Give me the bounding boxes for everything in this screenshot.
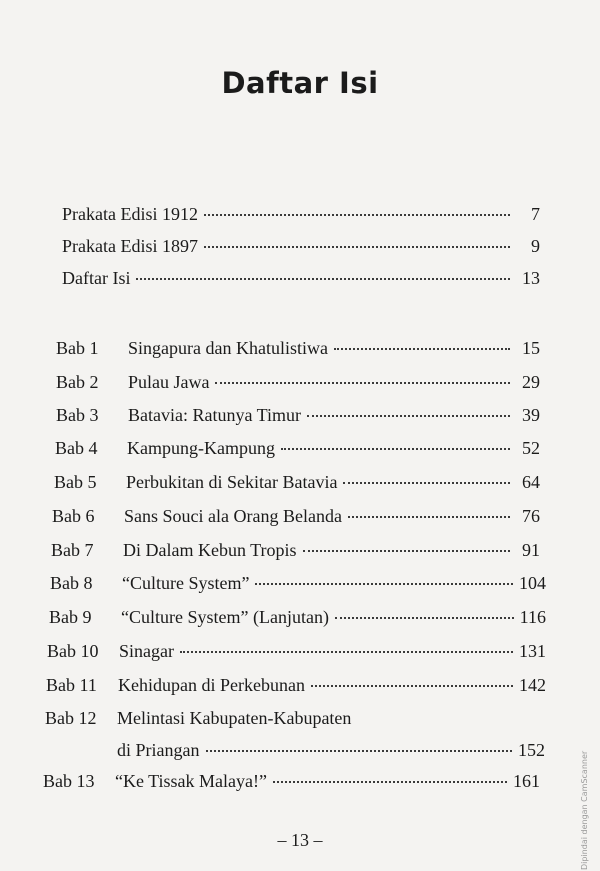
chapter-label: Bab 3 bbox=[56, 405, 99, 425]
dot-leader bbox=[255, 583, 513, 585]
chapter-page: 104 bbox=[519, 573, 546, 593]
chapter-label: Bab 11 bbox=[46, 675, 97, 695]
toc-entry-chapter-12 bbox=[45, 708, 545, 734]
chapter-title: Kehidupan di Perkebunan bbox=[118, 675, 305, 695]
dot-leader bbox=[335, 617, 514, 619]
chapter-page: 39 bbox=[522, 405, 540, 425]
dot-leader bbox=[204, 246, 510, 248]
toc-entry-chapter-12-cont bbox=[117, 740, 545, 766]
chapter-title: “Culture System” bbox=[122, 573, 250, 593]
chapter-title: “Culture System” (Lanjutan) bbox=[121, 607, 329, 627]
chapter-title: Batavia: Ratunya Timur bbox=[128, 405, 301, 425]
chapter-title-line2: di Priangan bbox=[117, 740, 200, 760]
chapter-title: Sinagar bbox=[119, 641, 174, 661]
toc-entry-front-2 bbox=[62, 236, 540, 262]
chapter-title: “Ke Tissak Malaya!” bbox=[115, 771, 267, 791]
dot-leader bbox=[204, 214, 510, 216]
dot-leader bbox=[215, 382, 510, 384]
chapter-label: Bab 8 bbox=[50, 573, 93, 593]
chapter-title: Pulau Jawa bbox=[128, 372, 210, 392]
toc-entry-chapter-11 bbox=[46, 675, 546, 701]
chapter-page: 152 bbox=[518, 740, 545, 760]
toc-entry-title: Daftar Isi bbox=[62, 268, 131, 288]
dot-leader bbox=[281, 448, 510, 450]
chapter-page: 116 bbox=[519, 607, 546, 627]
chapter-label: Bab 9 bbox=[49, 607, 92, 627]
page-title: Daftar Isi bbox=[221, 66, 379, 100]
toc-entry-chapter-8 bbox=[50, 573, 546, 599]
toc-entry-page: 9 bbox=[531, 236, 540, 256]
chapter-label: Bab 4 bbox=[55, 438, 98, 458]
chapter-title: Melintasi Kabupaten-Kabupaten bbox=[117, 708, 352, 728]
toc-entry-title: Prakata Edisi 1897 bbox=[62, 236, 198, 256]
toc-entry-chapter-4 bbox=[55, 438, 540, 464]
chapter-page: 131 bbox=[519, 641, 546, 661]
chapter-label: Bab 2 bbox=[56, 372, 99, 392]
toc-entry-title: Prakata Edisi 1912 bbox=[62, 204, 198, 224]
dot-leader bbox=[180, 651, 513, 653]
dot-leader bbox=[303, 550, 510, 552]
toc-entry-chapter-5 bbox=[54, 472, 540, 498]
page-number-footer: – 13 – bbox=[277, 830, 323, 850]
chapter-label: Bab 12 bbox=[45, 708, 97, 728]
dot-leader bbox=[206, 750, 513, 752]
chapter-title: Singapura dan Khatulistiwa bbox=[128, 338, 328, 358]
chapter-page: 142 bbox=[519, 675, 546, 695]
chapter-label: Bab 10 bbox=[47, 641, 99, 661]
chapter-page: 15 bbox=[522, 338, 540, 358]
toc-entry-page: 7 bbox=[531, 204, 540, 224]
toc-entry-chapter-1 bbox=[56, 338, 540, 364]
chapter-page: 76 bbox=[522, 506, 540, 526]
toc-entry-chapter-9 bbox=[49, 607, 546, 633]
chapter-title: Sans Souci ala Orang Belanda bbox=[124, 506, 342, 526]
toc-entry-chapter-2 bbox=[56, 372, 540, 398]
toc-entry-front-1 bbox=[62, 204, 540, 230]
chapter-page: 91 bbox=[522, 540, 540, 560]
chapter-title: Kampung-Kampung bbox=[127, 438, 275, 458]
dot-leader bbox=[343, 482, 510, 484]
dot-leader bbox=[273, 781, 507, 783]
toc-entry-chapter-7 bbox=[51, 540, 540, 566]
toc-entry-chapter-3 bbox=[56, 405, 540, 431]
dot-leader bbox=[348, 516, 510, 518]
chapter-page: 64 bbox=[522, 472, 540, 492]
toc-entry-page: 13 bbox=[522, 268, 540, 288]
scanner-watermark: Dipindai dengan CamScanner bbox=[580, 750, 589, 870]
chapter-page: 161 bbox=[513, 771, 540, 791]
dot-leader bbox=[307, 415, 510, 417]
dot-leader bbox=[136, 278, 510, 280]
chapter-label: Bab 5 bbox=[54, 472, 97, 492]
chapter-title: Di Dalam Kebun Tropis bbox=[123, 540, 297, 560]
chapter-label: Bab 7 bbox=[51, 540, 94, 560]
toc-entry-chapter-10 bbox=[47, 641, 546, 667]
chapter-page: 52 bbox=[522, 438, 540, 458]
toc-entry-chapter-13 bbox=[43, 771, 540, 797]
chapter-label: Bab 6 bbox=[52, 506, 95, 526]
chapter-title: Perbukitan di Sekitar Batavia bbox=[126, 472, 338, 492]
dot-leader bbox=[334, 348, 510, 350]
toc-entry-chapter-6 bbox=[52, 506, 540, 532]
chapter-label: Bab 1 bbox=[56, 338, 99, 358]
chapter-page: 29 bbox=[522, 372, 540, 392]
toc-entry-front-3 bbox=[62, 268, 540, 294]
chapter-label: Bab 13 bbox=[43, 771, 95, 791]
dot-leader bbox=[311, 685, 513, 687]
